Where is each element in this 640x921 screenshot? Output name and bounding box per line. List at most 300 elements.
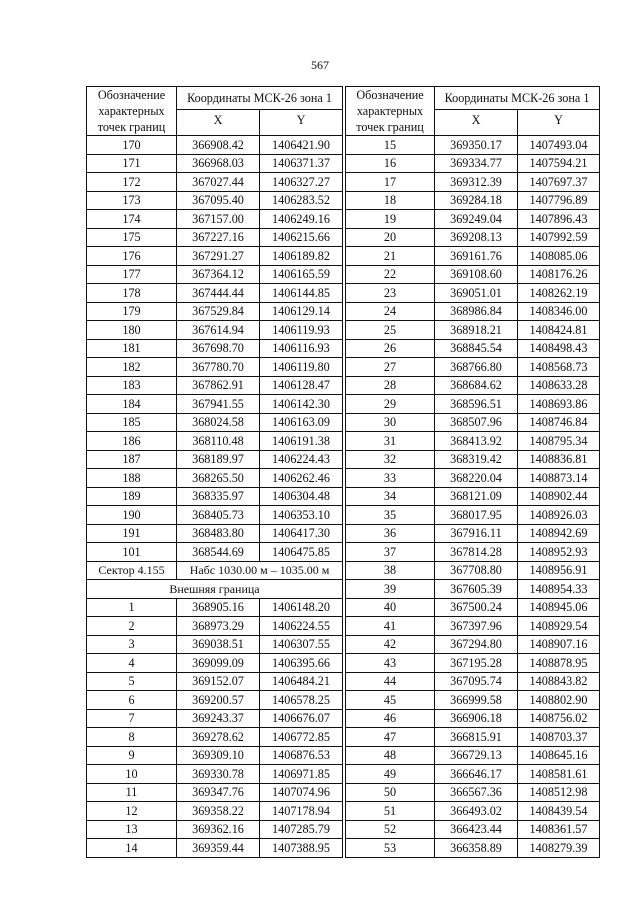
table-row	[346, 635, 600, 654]
point-id-cell: 186	[87, 432, 177, 451]
x-coordinate-cell: 368189.97	[177, 450, 260, 469]
point-id-cell: 31	[346, 432, 435, 451]
table-row	[87, 691, 343, 710]
point-id-cell: 171	[87, 154, 177, 173]
x-coordinate-cell: 367364.12	[177, 265, 260, 284]
sector-row	[87, 561, 343, 580]
table-row	[87, 376, 343, 395]
y-coordinate-cell: 1406417.30	[260, 524, 343, 543]
y-coordinate-cell: 1408645.16	[518, 746, 600, 765]
table-row	[87, 247, 343, 266]
table-row	[346, 506, 600, 525]
y-coordinate-cell: 1408873.14	[518, 469, 600, 488]
x-coordinate-cell: 368121.09	[435, 487, 518, 506]
table-row	[346, 672, 600, 691]
x-coordinate-cell: 369038.51	[177, 635, 260, 654]
table-row	[87, 339, 343, 358]
point-id-cell: 14	[87, 839, 177, 858]
y-coordinate-cell: 1406116.93	[260, 339, 343, 358]
x-coordinate-cell: 366906.18	[435, 709, 518, 728]
point-id-cell: 17	[346, 173, 435, 192]
y-coordinate-cell: 1406129.14	[260, 302, 343, 321]
point-id-cell: 22	[346, 265, 435, 284]
table-row	[87, 598, 343, 617]
table-row	[87, 728, 343, 747]
y-coordinate-cell: 1408756.02	[518, 709, 600, 728]
table-row	[87, 820, 343, 839]
point-id-cell: 46	[346, 709, 435, 728]
table-row	[346, 469, 600, 488]
y-coordinate-cell: 1408795.34	[518, 432, 600, 451]
y-coordinate-cell: 1406191.38	[260, 432, 343, 451]
designation-header: Обозначение характерных точек границ	[87, 87, 177, 136]
point-id-cell: 20	[346, 228, 435, 247]
y-coordinate-cell: 1406876.53	[260, 746, 343, 765]
y-coordinate-cell: 1406676.07	[260, 709, 343, 728]
table-row	[346, 432, 600, 451]
x-coordinate-cell: 368017.95	[435, 506, 518, 525]
y-coordinate-cell: 1408952.93	[518, 543, 600, 562]
table-row	[346, 709, 600, 728]
y-coordinate-cell: 1406144.85	[260, 284, 343, 303]
y-coordinate-cell: 1408085.06	[518, 247, 600, 266]
table-row	[346, 561, 600, 580]
point-id-cell: 183	[87, 376, 177, 395]
y-coordinate-cell: 1406165.59	[260, 265, 343, 284]
x-coordinate-cell: 368413.92	[435, 432, 518, 451]
point-id-cell: 16	[346, 154, 435, 173]
y-coordinate-cell: 1406128.47	[260, 376, 343, 395]
table-row	[346, 580, 600, 599]
x-coordinate-cell: 369347.76	[177, 783, 260, 802]
y-coordinate-cell: 1406421.90	[260, 136, 343, 155]
table-row	[346, 173, 600, 192]
table-row	[87, 487, 343, 506]
table-row	[346, 136, 600, 155]
y-coordinate-cell: 1406119.80	[260, 358, 343, 377]
point-id-cell: 101	[87, 543, 177, 562]
x-coordinate-cell: 367444.44	[177, 284, 260, 303]
point-id-cell: 184	[87, 395, 177, 414]
table-row	[87, 672, 343, 691]
coordinates-header: Координаты МСК-26 зона 1	[435, 87, 600, 110]
table-row	[346, 654, 600, 673]
table-row	[87, 154, 343, 173]
x-coordinate-cell: 369309.10	[177, 746, 260, 765]
x-coordinate-cell: 367291.27	[177, 247, 260, 266]
y-coordinate-cell: 1407896.43	[518, 210, 600, 229]
x-coordinate-cell: 367814.28	[435, 543, 518, 562]
point-id-cell: 172	[87, 173, 177, 192]
x-coordinate-cell: 369278.62	[177, 728, 260, 747]
table-row	[87, 839, 343, 858]
x-coordinate-cell: 367614.94	[177, 321, 260, 340]
x-coordinate-cell: 366567.36	[435, 783, 518, 802]
y-coordinate-cell: 1408176.26	[518, 265, 600, 284]
x-coordinate-cell: 368335.97	[177, 487, 260, 506]
table-row	[346, 210, 600, 229]
table-row	[87, 765, 343, 784]
x-coordinate-cell: 366423.44	[435, 820, 518, 839]
x-coordinate-cell: 368766.80	[435, 358, 518, 377]
y-coordinate-cell: 1408439.54	[518, 802, 600, 821]
point-id-cell: 185	[87, 413, 177, 432]
table-row	[87, 783, 343, 802]
table-row	[87, 524, 343, 543]
x-coordinate-cell: 367708.80	[435, 561, 518, 580]
y-coordinate-cell: 1406119.93	[260, 321, 343, 340]
y-coordinate-cell: 1407697.37	[518, 173, 600, 192]
y-coordinate-cell: 1408954.33	[518, 580, 600, 599]
point-id-cell: 50	[346, 783, 435, 802]
y-coordinate-cell: 1407388.95	[260, 839, 343, 858]
table-row	[87, 413, 343, 432]
x-coordinate-cell: 366729.13	[435, 746, 518, 765]
point-id-cell: 1	[87, 598, 177, 617]
y-coordinate-cell: 1406224.43	[260, 450, 343, 469]
y-coordinate-cell: 1406163.09	[260, 413, 343, 432]
table-row	[87, 543, 343, 562]
point-id-cell: 8	[87, 728, 177, 747]
table-row	[346, 321, 600, 340]
point-id-cell: 4	[87, 654, 177, 673]
y-coordinate-cell: 1408843.82	[518, 672, 600, 691]
point-id-cell: 179	[87, 302, 177, 321]
point-id-cell: 170	[87, 136, 177, 155]
y-coordinate-cell: 1407074.96	[260, 783, 343, 802]
x-coordinate-cell: 369359.44	[177, 839, 260, 858]
point-id-cell: 44	[346, 672, 435, 691]
x-coordinate-cell: 369208.13	[435, 228, 518, 247]
x-coordinate-cell: 368905.16	[177, 598, 260, 617]
x-coordinate-cell: 366999.58	[435, 691, 518, 710]
right-table-body	[346, 136, 600, 858]
y-coordinate-cell: 1408907.16	[518, 635, 600, 654]
table-row	[346, 617, 600, 636]
table-row	[346, 746, 600, 765]
sector-label: Сектор 4.155	[87, 561, 177, 580]
table-row	[87, 506, 343, 525]
x-coordinate-cell: 367027.44	[177, 173, 260, 192]
table-row	[87, 469, 343, 488]
point-id-cell: 7	[87, 709, 177, 728]
y-coordinate-cell: 1407992.59	[518, 228, 600, 247]
table-row	[346, 691, 600, 710]
point-id-cell: 26	[346, 339, 435, 358]
table-row	[87, 635, 343, 654]
point-id-cell: 3	[87, 635, 177, 654]
x-coordinate-cell: 368507.96	[435, 413, 518, 432]
y-coordinate-cell: 1406484.21	[260, 672, 343, 691]
x-coordinate-cell: 369249.04	[435, 210, 518, 229]
table-row	[87, 191, 343, 210]
table-row	[87, 432, 343, 451]
y-coordinate-cell: 1408746.84	[518, 413, 600, 432]
y-coordinate-cell: 1406327.27	[260, 173, 343, 192]
x-coordinate-cell: 368845.54	[435, 339, 518, 358]
point-id-cell: 12	[87, 802, 177, 821]
y-coordinate-cell: 1406307.55	[260, 635, 343, 654]
y-coordinate-cell: 1406371.37	[260, 154, 343, 173]
y-coordinate-cell: 1408802.90	[518, 691, 600, 710]
x-coordinate-cell: 366968.03	[177, 154, 260, 173]
point-id-cell: 29	[346, 395, 435, 414]
point-id-cell: 39	[346, 580, 435, 599]
x-coordinate-cell: 369152.07	[177, 672, 260, 691]
y-coordinate-cell: 1408703.37	[518, 728, 600, 747]
point-id-cell: 10	[87, 765, 177, 784]
x-coordinate-cell: 369051.01	[435, 284, 518, 303]
table-row	[87, 173, 343, 192]
point-id-cell: 53	[346, 839, 435, 858]
y-coordinate-cell: 1408945.06	[518, 598, 600, 617]
point-id-cell: 51	[346, 802, 435, 821]
x-coordinate-cell: 368483.80	[177, 524, 260, 543]
y-coordinate-cell: 1408693.86	[518, 395, 600, 414]
x-coordinate-cell: 368973.29	[177, 617, 260, 636]
table-row	[87, 265, 343, 284]
table-row	[346, 524, 600, 543]
point-id-cell: 48	[346, 746, 435, 765]
x-coordinate-cell: 367529.84	[177, 302, 260, 321]
point-id-cell: 173	[87, 191, 177, 210]
y-coordinate-cell: 1406304.48	[260, 487, 343, 506]
x-coordinate-cell: 366358.89	[435, 839, 518, 858]
x-coordinate-cell: 367500.24	[435, 598, 518, 617]
table-row	[87, 746, 343, 765]
sector-height-range: Набс 1030.00 м – 1035.00 м	[177, 561, 343, 580]
point-id-cell: 32	[346, 450, 435, 469]
table-row	[346, 191, 600, 210]
x-coordinate-cell: 368596.51	[435, 395, 518, 414]
y-coordinate-cell: 1408279.39	[518, 839, 600, 858]
x-coordinate-cell: 366908.42	[177, 136, 260, 155]
y-coordinate-cell: 1408929.54	[518, 617, 600, 636]
point-id-cell: 182	[87, 358, 177, 377]
point-id-cell: 38	[346, 561, 435, 580]
x-coordinate-cell: 367605.39	[435, 580, 518, 599]
y-coordinate-cell: 1406224.55	[260, 617, 343, 636]
point-id-cell: 27	[346, 358, 435, 377]
x-coordinate-cell: 368986.84	[435, 302, 518, 321]
x-coordinate-cell: 368220.04	[435, 469, 518, 488]
x-coordinate-cell: 367780.70	[177, 358, 260, 377]
point-id-cell: 28	[346, 376, 435, 395]
point-id-cell: 23	[346, 284, 435, 303]
point-id-cell: 11	[87, 783, 177, 802]
y-coordinate-cell: 1408633.28	[518, 376, 600, 395]
table-row	[346, 783, 600, 802]
x-coordinate-cell: 369161.76	[435, 247, 518, 266]
table-row	[346, 802, 600, 821]
point-id-cell: 181	[87, 339, 177, 358]
y-coordinate-cell: 1408361.57	[518, 820, 600, 839]
point-id-cell: 52	[346, 820, 435, 839]
point-id-cell: 6	[87, 691, 177, 710]
point-id-cell: 40	[346, 598, 435, 617]
table-row	[87, 321, 343, 340]
y-coordinate-cell: 1408836.81	[518, 450, 600, 469]
table-row	[346, 487, 600, 506]
y-coordinate-cell: 1407493.04	[518, 136, 600, 155]
table-row	[346, 265, 600, 284]
table-row	[346, 284, 600, 303]
x-coordinate-cell: 367397.96	[435, 617, 518, 636]
y-coordinate-cell: 1406249.16	[260, 210, 343, 229]
point-id-cell: 34	[346, 487, 435, 506]
table-row	[346, 247, 600, 266]
x-coordinate-cell: 368918.21	[435, 321, 518, 340]
x-coordinate-cell: 367941.55	[177, 395, 260, 414]
x-coordinate-cell: 369108.60	[435, 265, 518, 284]
page-number: 567	[311, 58, 329, 72]
x-coordinate-cell: 369099.09	[177, 654, 260, 673]
x-coordinate-cell: 367862.91	[177, 376, 260, 395]
point-id-cell: 2	[87, 617, 177, 636]
point-id-cell: 43	[346, 654, 435, 673]
table-row	[346, 728, 600, 747]
x-coordinate-cell: 367227.16	[177, 228, 260, 247]
y-coordinate-cell: 1407285.79	[260, 820, 343, 839]
y-coordinate-cell: 1406971.85	[260, 765, 343, 784]
table-row	[346, 339, 600, 358]
y-coordinate-cell: 1406578.25	[260, 691, 343, 710]
point-id-cell: 189	[87, 487, 177, 506]
table-row	[346, 302, 600, 321]
designation-header: Обозначение характерных точек границ	[346, 87, 435, 136]
y-coordinate-cell: 1408956.91	[518, 561, 600, 580]
x-coordinate-cell: 369243.37	[177, 709, 260, 728]
table-row	[346, 543, 600, 562]
x-coordinate-cell: 368319.42	[435, 450, 518, 469]
x-coordinate-cell: 366646.17	[435, 765, 518, 784]
left-table-body	[87, 136, 343, 858]
y-coordinate-cell: 1406353.10	[260, 506, 343, 525]
point-id-cell: 174	[87, 210, 177, 229]
y-coordinate-cell: 1406262.46	[260, 469, 343, 488]
point-id-cell: 175	[87, 228, 177, 247]
x-coordinate-cell: 369284.18	[435, 191, 518, 210]
y-coordinate-cell: 1406395.66	[260, 654, 343, 673]
point-id-cell: 180	[87, 321, 177, 340]
y-header: Y	[518, 110, 600, 136]
point-id-cell: 177	[87, 265, 177, 284]
table-row	[346, 358, 600, 377]
table-row	[87, 284, 343, 303]
y-coordinate-cell: 1406772.85	[260, 728, 343, 747]
point-id-cell: 15	[346, 136, 435, 155]
point-id-cell: 190	[87, 506, 177, 525]
x-coordinate-cell: 369334.77	[435, 154, 518, 173]
point-id-cell: 49	[346, 765, 435, 784]
point-id-cell: 187	[87, 450, 177, 469]
x-header: X	[435, 110, 518, 136]
point-id-cell: 33	[346, 469, 435, 488]
x-coordinate-cell: 368684.62	[435, 376, 518, 395]
point-id-cell: 13	[87, 820, 177, 839]
table-row	[87, 228, 343, 247]
x-coordinate-cell: 368265.50	[177, 469, 260, 488]
point-id-cell: 47	[346, 728, 435, 747]
point-id-cell: 188	[87, 469, 177, 488]
point-id-cell: 41	[346, 617, 435, 636]
point-id-cell: 42	[346, 635, 435, 654]
table-row	[346, 154, 600, 173]
y-coordinate-cell: 1406148.20	[260, 598, 343, 617]
y-coordinate-cell: 1406215.66	[260, 228, 343, 247]
table-row	[87, 395, 343, 414]
point-id-cell: 30	[346, 413, 435, 432]
point-id-cell: 5	[87, 672, 177, 691]
table-row	[346, 395, 600, 414]
table-row	[87, 136, 343, 155]
point-id-cell: 21	[346, 247, 435, 266]
x-coordinate-cell: 367294.80	[435, 635, 518, 654]
x-coordinate-cell: 368024.58	[177, 413, 260, 432]
y-coordinate-cell: 1408902.44	[518, 487, 600, 506]
x-coordinate-cell: 369312.39	[435, 173, 518, 192]
y-coordinate-cell: 1406283.52	[260, 191, 343, 210]
x-header: X	[177, 110, 260, 136]
right-coordinates-table	[345, 86, 600, 858]
table-row	[346, 765, 600, 784]
point-id-cell: 37	[346, 543, 435, 562]
table-row	[87, 802, 343, 821]
point-id-cell: 176	[87, 247, 177, 266]
x-coordinate-cell: 369200.57	[177, 691, 260, 710]
y-coordinate-cell: 1408581.61	[518, 765, 600, 784]
y-coordinate-cell: 1408262.19	[518, 284, 600, 303]
x-coordinate-cell: 367916.11	[435, 524, 518, 543]
point-id-cell: 178	[87, 284, 177, 303]
point-id-cell: 35	[346, 506, 435, 525]
table-row	[346, 598, 600, 617]
outer-boundary-row	[87, 580, 343, 599]
table-row	[346, 820, 600, 839]
y-coordinate-cell: 1406475.85	[260, 543, 343, 562]
table-row	[346, 450, 600, 469]
y-coordinate-cell: 1406189.82	[260, 247, 343, 266]
table-row	[87, 450, 343, 469]
x-coordinate-cell: 368544.69	[177, 543, 260, 562]
table-row	[346, 376, 600, 395]
x-coordinate-cell: 369358.22	[177, 802, 260, 821]
table-row	[346, 228, 600, 247]
x-coordinate-cell: 368110.48	[177, 432, 260, 451]
table-row	[87, 654, 343, 673]
left-coordinates-table	[86, 86, 343, 858]
point-id-cell: 18	[346, 191, 435, 210]
table-row	[346, 839, 600, 858]
x-coordinate-cell: 368405.73	[177, 506, 260, 525]
y-coordinate-cell: 1408424.81	[518, 321, 600, 340]
y-coordinate-cell: 1407178.94	[260, 802, 343, 821]
point-id-cell: 24	[346, 302, 435, 321]
x-coordinate-cell: 366815.91	[435, 728, 518, 747]
point-id-cell: 19	[346, 210, 435, 229]
x-coordinate-cell: 369362.16	[177, 820, 260, 839]
table-row	[87, 617, 343, 636]
table-row	[87, 210, 343, 229]
y-coordinate-cell: 1407796.89	[518, 191, 600, 210]
x-coordinate-cell: 367157.00	[177, 210, 260, 229]
x-coordinate-cell: 366493.02	[435, 802, 518, 821]
y-coordinate-cell: 1408512.98	[518, 783, 600, 802]
x-coordinate-cell: 369350.17	[435, 136, 518, 155]
point-id-cell: 36	[346, 524, 435, 543]
table-row	[346, 413, 600, 432]
table-row	[87, 709, 343, 728]
